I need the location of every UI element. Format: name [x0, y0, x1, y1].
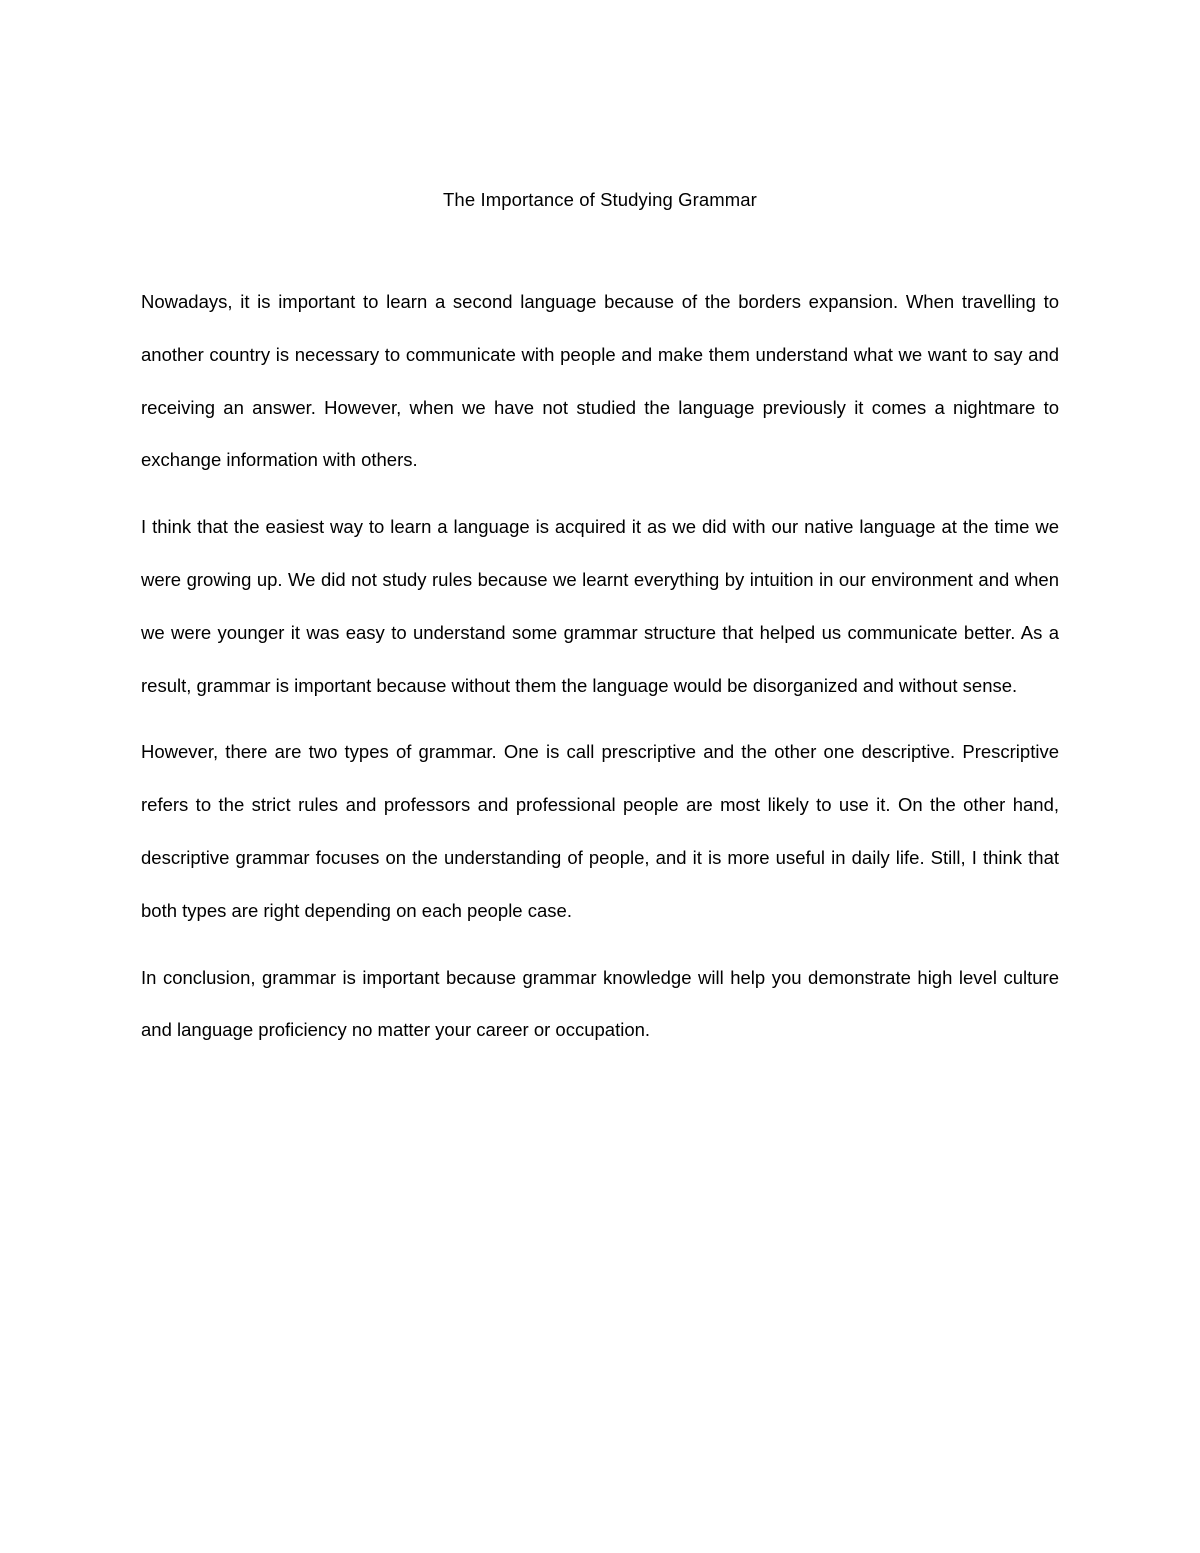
paragraph-language-acquisition: I think that the easiest way to learn a language is acquired it as we did with our native language at the time we were growing up. We did not study rules because we learnt everything by intuition in our environment and when we were younger it was easy to understand some grammar structure that helped us communicate better. As a result, grammar is important because without them the language would be disorganized and without sense.: [141, 516, 1059, 696]
document-title: The Importance of Studying Grammar: [443, 189, 757, 210]
paragraph-conclusion: In conclusion, grammar is important because grammar knowledge will help you demonstrate high level culture and language proficiency no matter your career or occupation.: [141, 966, 1059, 1041]
paragraph-introduction: Nowadays, it is important to learn a second language because of the borders expansion. When travelling to another country is necessary to communicate with people and make them understand what we want to say and receiving an answer. However, when we have not studied the language previously it comes a nightmare to exchange information with others.: [141, 291, 1059, 471]
paragraph-grammar-types: However, there are two types of grammar. One is call prescriptive and the other one descriptive. Prescriptive refers to the strict rules and professors and professional people are most likely to use it. On the other hand, descriptive grammar focuses on the understanding of people, and it is more useful in daily life. Still, I think that both types are right depending on each people case.: [141, 741, 1059, 921]
document-body: [141, 186, 1059, 1057]
